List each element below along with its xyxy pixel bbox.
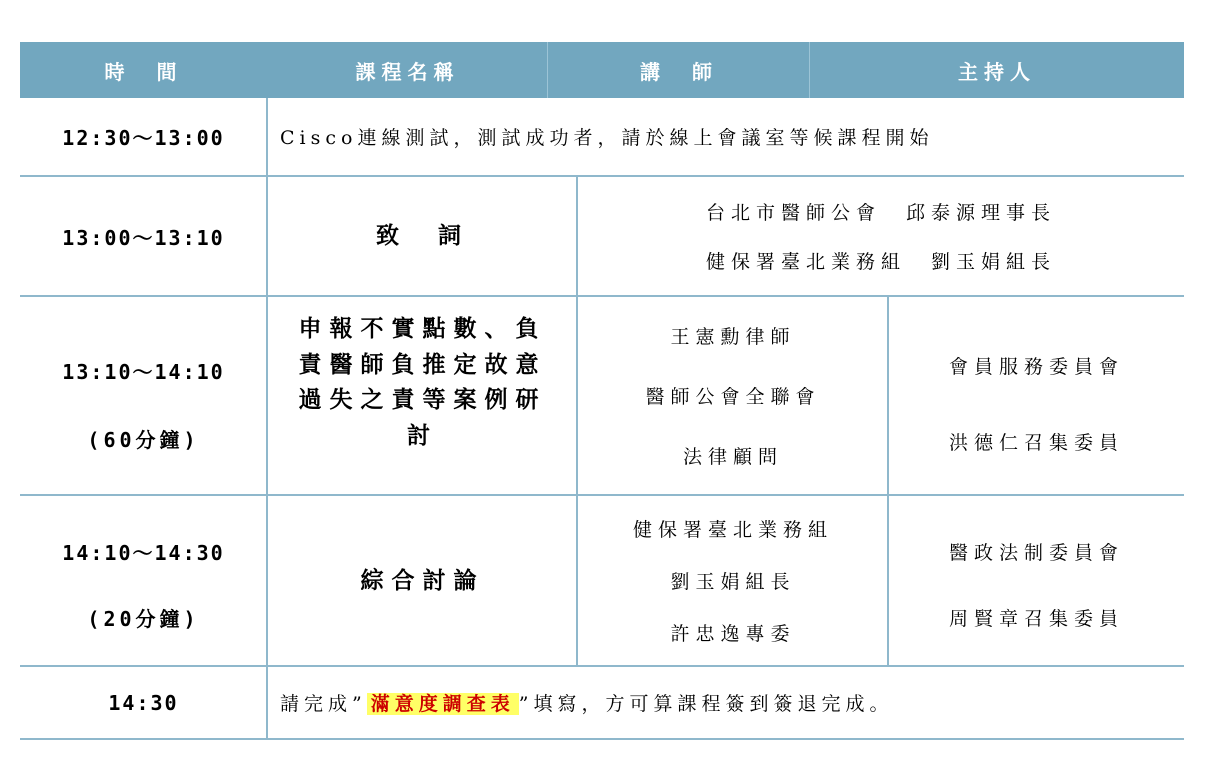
course-title: 致 詞	[376, 222, 469, 250]
table-row	[20, 667, 1184, 740]
time-text: 13:00～13:10	[62, 225, 225, 250]
host-line: 洪德仁召集委員	[948, 432, 1124, 455]
lecturer-line: 健保署臺北業務組	[632, 518, 833, 541]
course-cell	[268, 297, 577, 494]
duration-text: (60分鐘)	[87, 427, 200, 452]
table-row	[20, 98, 1184, 177]
table-header	[20, 42, 1184, 98]
notice-cell	[268, 667, 1184, 738]
lecturer-cell	[578, 496, 888, 665]
host-line: 醫政法制委員會	[948, 541, 1124, 564]
host-cell	[889, 496, 1184, 665]
host-line: 會員服務委員會	[948, 355, 1124, 378]
time-cell	[20, 496, 267, 665]
table-row	[20, 177, 1184, 297]
course-cell	[268, 177, 577, 295]
header-time: 時 間	[104, 59, 183, 84]
lecturer-cell	[578, 297, 888, 494]
info-cell	[268, 98, 1184, 175]
speaker-line: 健保署臺北業務組 劉玉娟組長	[705, 251, 1056, 273]
time-text: 14:30	[108, 690, 179, 715]
speakers-cell	[578, 177, 1184, 295]
notice-prefix: 請完成”	[280, 693, 367, 715]
course-cell	[268, 496, 577, 665]
time-text: 12:30～13:00	[62, 126, 225, 150]
host-line: 周賢章召集委員	[948, 608, 1124, 631]
lecturer-line: 法律顧問	[682, 446, 783, 469]
course-title: 綜合討論	[360, 566, 485, 594]
time-text: 13:10～14:10	[62, 360, 225, 385]
host-cell	[889, 297, 1184, 494]
table-row	[20, 496, 1184, 667]
header-course: 課程名稱	[355, 59, 460, 84]
lecturer-line: 許忠逸專委	[670, 623, 796, 646]
connection-test-text: Cisco連線測試，測試成功者，請於線上會議室等候課程開始	[280, 127, 934, 149]
schedule-table	[20, 42, 1184, 740]
speaker-line: 台北市醫師公會 邱泰源理事長	[705, 202, 1056, 224]
course-title: 申報不實點數、負責醫師負推定故意過失之責等案例研討	[298, 315, 547, 449]
time-cell	[20, 177, 267, 295]
time-text: 14:10～14:30	[62, 540, 225, 565]
notice-suffix: ”填寫，方可算課程簽到簽退完成。	[518, 693, 894, 715]
time-cell	[20, 667, 267, 738]
lecturer-line: 醫師公會全聯會	[645, 385, 821, 408]
lecturer-line: 王憲勳律師	[670, 325, 796, 348]
header-lecturer: 講 師	[640, 59, 718, 84]
table-row	[20, 297, 1184, 496]
header-host: 主持人	[958, 59, 1036, 84]
survey-notice	[280, 689, 893, 716]
duration-text: (20分鐘)	[87, 607, 200, 632]
lecturer-line: 劉玉娟組長	[670, 570, 796, 593]
time-cell	[20, 98, 267, 175]
survey-link[interactable]: 滿意度調查表	[367, 693, 519, 715]
time-cell	[20, 297, 267, 494]
